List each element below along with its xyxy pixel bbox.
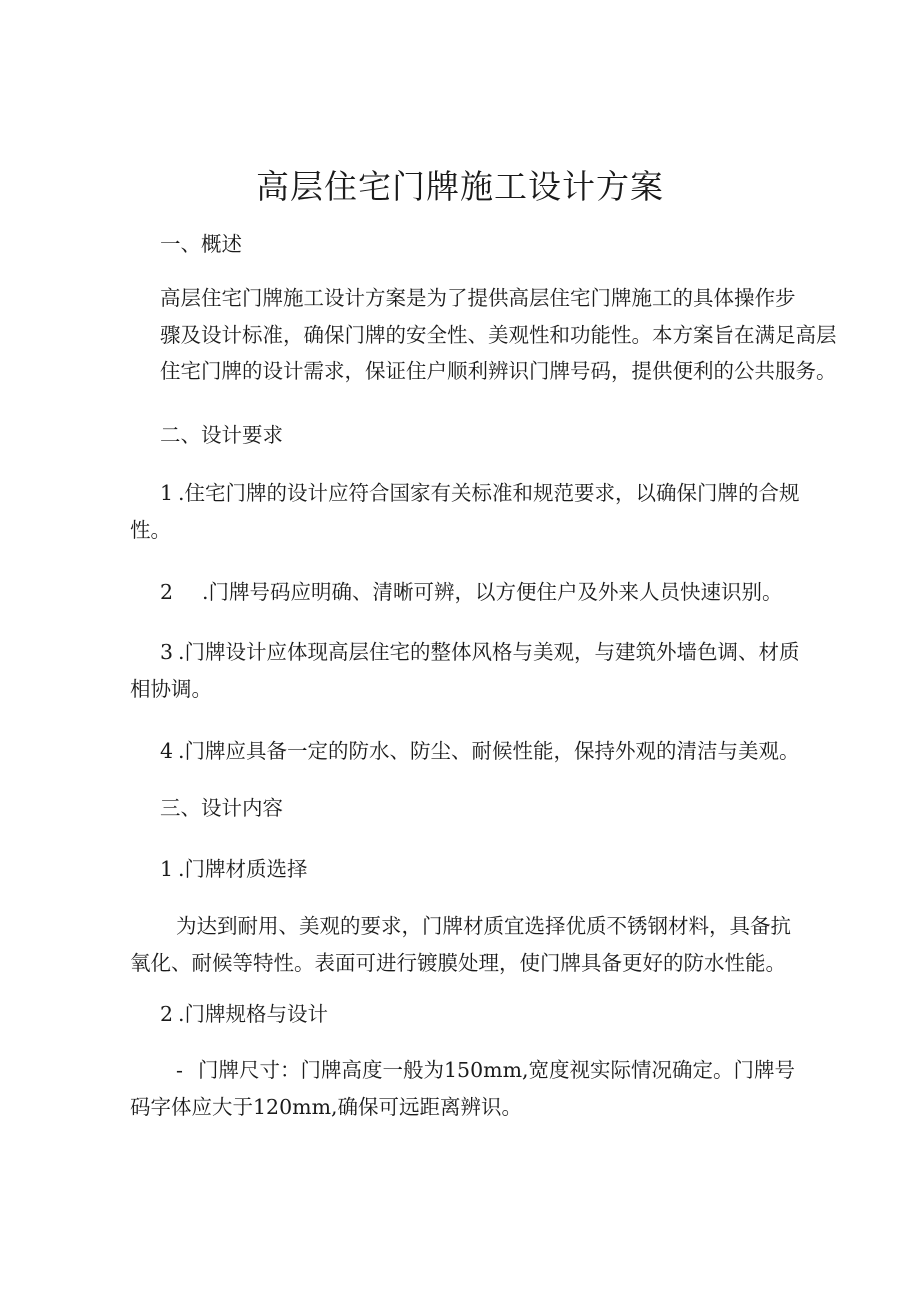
subsection-body: 为达到耐用、美观的要求，门牌材质宜选择优质不锈钢材料，具备抗 氧化、耐候等特性。表面可进行镀膜处理，使门牌具备更好的防水性能。: [130, 914, 791, 975]
requirement-text: .门牌号码应明确、清晰可辨，以方便住户及外来人员快速识别。: [202, 580, 783, 604]
subsection-title: .门牌规格与设计: [178, 1002, 329, 1026]
section-heading-overview: 一、概述: [160, 232, 242, 256]
bullet-dash: -: [176, 1058, 183, 1082]
subsection-number: 1: [160, 857, 174, 881]
document-title: 高层住宅门牌施工设计方案: [256, 167, 664, 206]
requirement-text: .门牌应具备一定的防水、防尘、耐候性能，保持外观的清洁与美观。: [178, 739, 800, 763]
subsection-title: .门牌材质选择: [178, 857, 308, 881]
subsection-body: 门牌尺寸：门牌高度一般为150mm,宽度视实际情况确定。门牌号 码字体应大于120mm,确保可远距离辨识。: [130, 1058, 796, 1119]
requirement-text: .门牌设计应体现高层住宅的整体风格与美观，与建筑外墙色调、材质 相协调。: [130, 640, 800, 701]
requirement-number: 1: [160, 481, 174, 505]
requirement-number: 4: [160, 739, 174, 763]
subsection-number: 2: [160, 1002, 174, 1026]
requirement-number: 2: [160, 580, 174, 604]
overview-paragraph: 高层住宅门牌施工设计方案是为了提供高层住宅门牌施工的具体操作步 骤及设计标准，确保门牌的安全性、美观性和功能性。本方案旨在满足高层 住宅门牌的设计需求，保证住户顺利辨识门牌号码，提供便利的公共服务。: [160, 286, 837, 383]
section-heading-content: 三、设计内容: [160, 796, 283, 820]
section-heading-requirements: 二、设计要求: [160, 423, 283, 447]
requirement-text: .住宅门牌的设计应符合国家有关标准和规范要求，以确保门牌的合规 性。: [130, 481, 800, 542]
requirement-number: 3: [160, 640, 174, 664]
